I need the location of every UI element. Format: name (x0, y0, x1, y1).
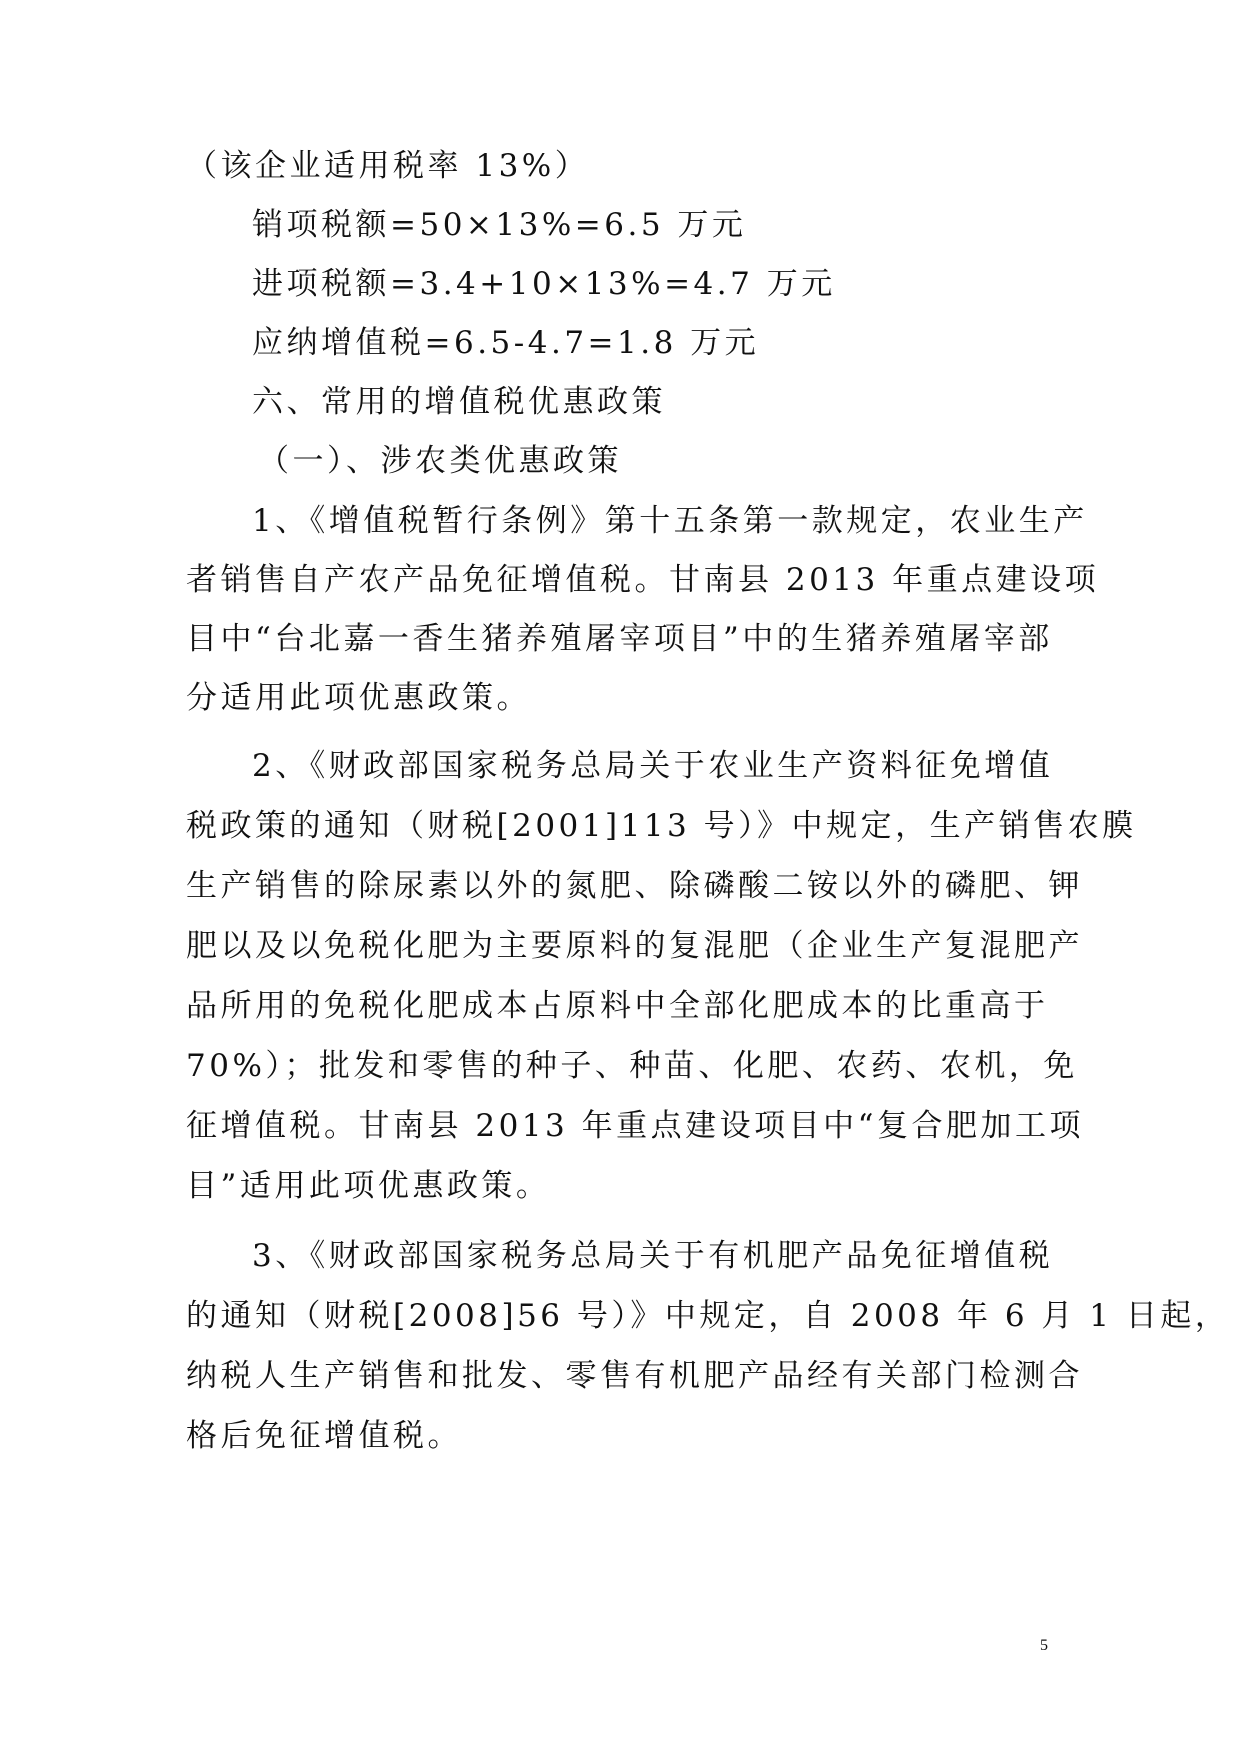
text-line: 格后免征增值税。 (186, 1418, 462, 1454)
text-line: （该企业适用税率 13%） (186, 148, 590, 184)
text-line: 分适用此项优惠政策。 (186, 680, 531, 716)
section-heading: 六、常用的增值税优惠政策 (252, 384, 666, 420)
text-line: 的通知（财税[2008]56 号）》中规定，自 2008 年 6 月 1 日起， (186, 1298, 1230, 1334)
text-line: 70%）；批发和零售的种子、种苗、化肥、农药、农机，免 (186, 1048, 1078, 1084)
text-line: 销项税额=50×13%=6.5 万元 (252, 207, 747, 243)
text-line: 进项税额=3.4+10×13%=4.7 万元 (252, 266, 836, 302)
text-line: 目中“台北嘉一香生猪养殖屠宰项目”中的生猪养殖屠宰部 (186, 621, 1053, 657)
text-line: 者销售自产农产品免征增值税。甘南县 2013 年重点建设项 (186, 562, 1100, 598)
text-line: 品所用的免税化肥成本占原料中全部化肥成本的比重高于 (186, 988, 1049, 1024)
text-line: 征增值税。甘南县 2013 年重点建设项目中“复合肥加工项 (186, 1108, 1084, 1144)
text-line: 应纳增值税=6.5-4.7=1.8 万元 (252, 325, 760, 361)
page-number: 5 (1040, 1637, 1048, 1654)
text-line: 生产销售的除尿素以外的氮肥、除磷酸二铵以外的磷肥、钾 (186, 868, 1083, 904)
subsection-heading: （一）、涉农类优惠政策 (258, 443, 622, 479)
text-line: 肥以及以免税化肥为主要原料的复混肥（企业生产复混肥产 (186, 928, 1083, 964)
text-line: 税政策的通知（财税[2001]113 号）》中规定，生产销售农膜 (186, 808, 1137, 844)
text-line: 纳税人生产销售和批发、零售有机肥产品经有关部门检测合 (186, 1358, 1083, 1394)
text-line: 3、《财政部国家税务总局关于有机肥产品免征增值税 (252, 1238, 1054, 1274)
text-line: 2、《财政部国家税务总局关于农业生产资料征免增值 (252, 748, 1054, 784)
text-line: 目”适用此项优惠政策。 (186, 1168, 551, 1204)
text-line: 1、《增值税暂行条例》第十五条第一款规定，农业生产 (252, 503, 1088, 539)
